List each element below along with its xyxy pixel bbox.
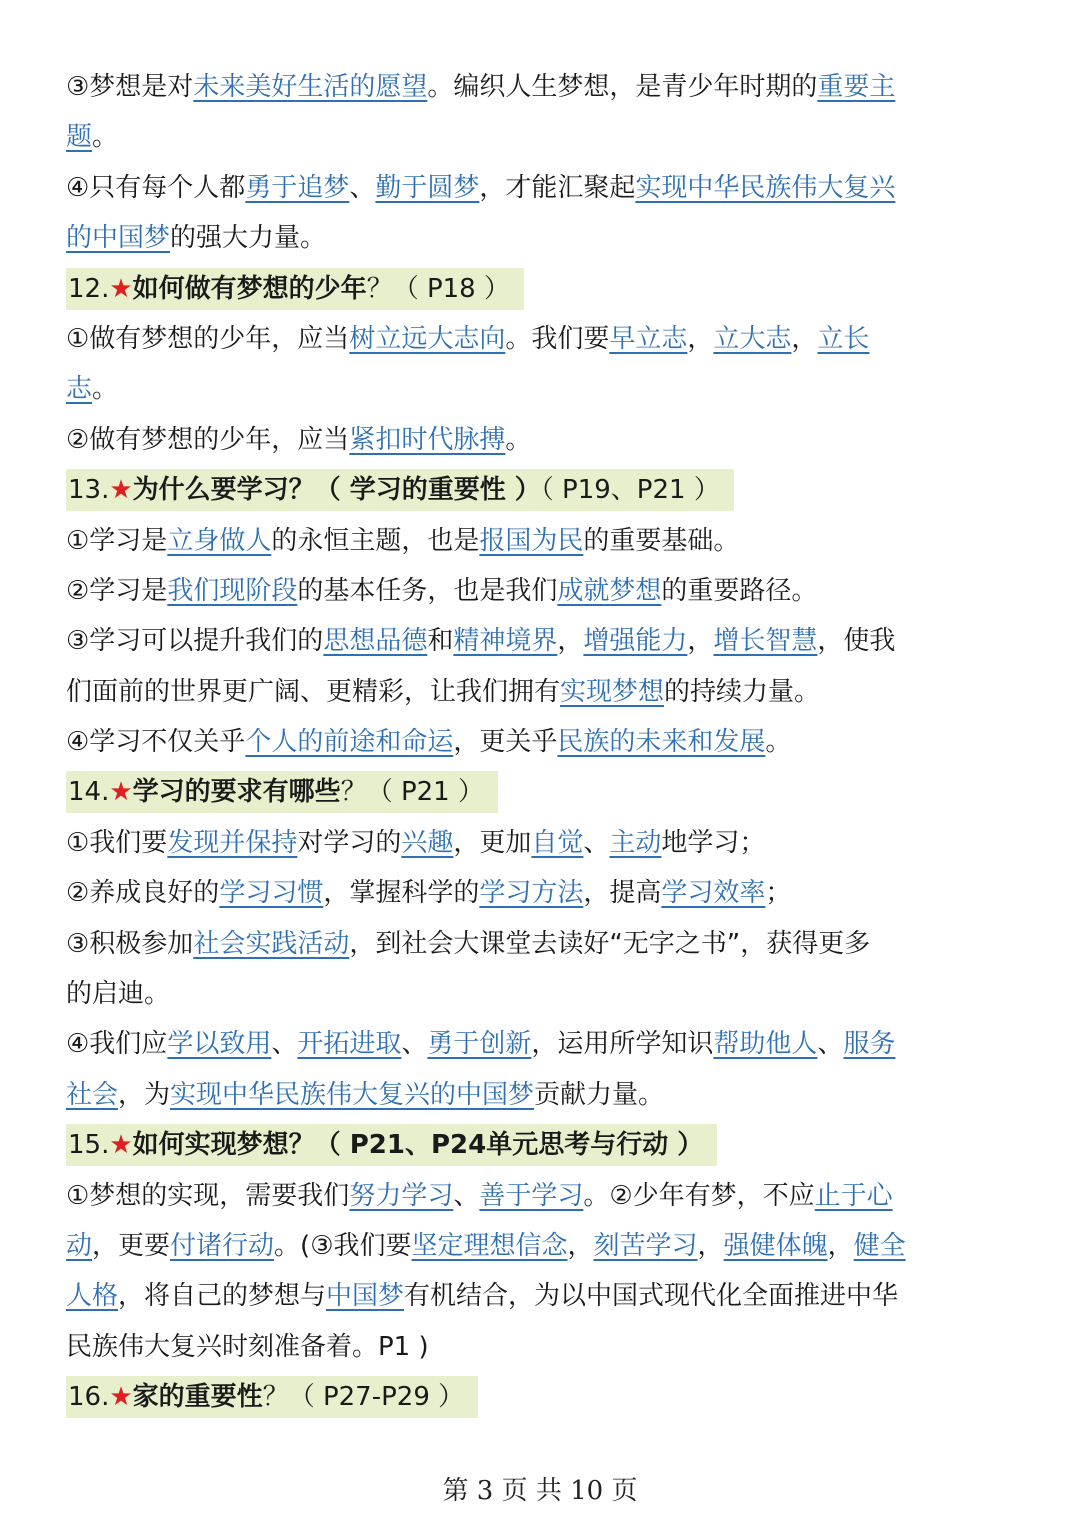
text-line (66, 1019, 1021, 1069)
text-segment: ①做有梦想的少年，应当 (66, 323, 350, 354)
keyword-highlight: 勇于追梦 (245, 172, 350, 203)
text-segment: 的重要路径。 (661, 575, 818, 606)
keyword-highlight: 主动 (609, 827, 662, 858)
keyword-highlight: 立长 (817, 323, 870, 354)
text-line (66, 314, 1021, 364)
text-segment: ①梦想的实现，需要我们 (66, 1180, 350, 1211)
text-segment: ②学习是 (66, 575, 168, 606)
keyword-highlight: 题 (66, 122, 93, 153)
keyword-highlight: 思想品德 (323, 626, 428, 657)
text-segment: 、 (401, 1029, 428, 1060)
text-line (66, 516, 1021, 566)
keyword-highlight: 实现中华民族伟大复兴的中国梦 (170, 1079, 535, 1110)
keyword-highlight: 社会 (66, 1079, 119, 1110)
text-segment: ③梦想是对 (66, 72, 194, 102)
question-heading (66, 268, 524, 310)
text-segment: 。 (765, 727, 792, 758)
text-segment: ，才能汇聚起 (479, 172, 636, 203)
keyword-highlight: 个人的前途和命运 (245, 727, 454, 758)
keyword-highlight: 未来美好生活的愿望 (193, 72, 428, 102)
text-segment: 们面前的世界更广阔、更精彩，让我们拥有 (66, 676, 561, 707)
keyword-highlight: 立身做人 (167, 525, 272, 556)
text-segment: ③积极参加 (66, 928, 194, 959)
question-title: 家的重要性 (132, 1382, 263, 1413)
keyword-highlight: 止于心 (814, 1180, 893, 1211)
question-heading (66, 771, 498, 813)
keyword-highlight: 勇于创新 (427, 1029, 532, 1060)
text-line (66, 213, 1021, 263)
keyword-highlight: 报国为民 (479, 525, 584, 556)
text-segment: 的持续力量。 (664, 676, 821, 707)
text-line (66, 1070, 1021, 1120)
question-title: 学习的要求有哪些 (132, 777, 341, 808)
text-segment: 贡献力量。 (534, 1079, 665, 1110)
text-segment: 。编织人生梦想，是青少年时期的 (427, 72, 818, 102)
keyword-highlight: 我们现阶段 (167, 575, 298, 606)
keyword-highlight: 动 (66, 1230, 93, 1261)
page-reference: ？（ P27-P29 ） (262, 1382, 465, 1413)
text-segment: ， (827, 1230, 854, 1261)
text-segment: 。 (92, 374, 119, 405)
keyword-highlight: 勤于圆梦 (375, 172, 480, 203)
question-heading (66, 469, 734, 511)
keyword-highlight: 自觉 (531, 827, 584, 858)
text-line (66, 667, 1021, 717)
keyword-highlight: 学以致用 (167, 1029, 272, 1060)
keyword-highlight: 服务 (843, 1029, 896, 1060)
text-segment: ，提高 (583, 878, 662, 909)
text-segment: 、 (271, 1029, 298, 1060)
keyword-highlight: 树立远大志向 (349, 323, 506, 354)
keyword-highlight: 实现中华民族伟大复兴 (635, 172, 896, 203)
question-heading-line (66, 465, 1021, 515)
keyword-highlight: 紧扣时代脉搏 (349, 424, 506, 455)
text-segment: ②养成良好的 (66, 878, 220, 909)
text-segment: ，将自己的梦想与 (118, 1281, 327, 1312)
question-number: 12. (68, 273, 110, 304)
question-heading-line (66, 767, 1021, 817)
keyword-highlight: 中国梦 (326, 1281, 405, 1312)
text-segment: 的强大力量。 (170, 223, 327, 254)
text-segment: 、 (817, 1029, 844, 1060)
text-segment: 的基本任务，也是我们 (297, 575, 558, 606)
text-segment: 对学习的 (297, 827, 402, 858)
question-heading-line (66, 1120, 1021, 1170)
keyword-highlight: 立大志 (713, 323, 792, 354)
keyword-highlight: 精神境界 (453, 626, 558, 657)
text-line (66, 717, 1021, 767)
question-number: 13. (68, 475, 110, 506)
keyword-highlight: 重要主 (817, 72, 896, 102)
star-icon: ★ (109, 273, 133, 304)
keyword-highlight: 学习方法 (479, 878, 584, 909)
text-segment: ； (765, 878, 792, 909)
keyword-highlight: 增强能力 (583, 626, 688, 657)
question-title: 如何实现梦想？（ P21、P24单元思考与行动 ） (132, 1130, 704, 1161)
page-reference: ？（ P21 ） (340, 777, 484, 808)
text-segment: 、 (453, 1180, 480, 1211)
text-line (66, 969, 1021, 1019)
star-icon: ★ (109, 1382, 133, 1413)
keyword-highlight: 民族的未来和发展 (557, 727, 766, 758)
page-reference: （ P19、P21 ） (540, 475, 720, 506)
keyword-highlight: 增长智慧 (713, 626, 818, 657)
keyword-highlight: 志 (66, 374, 93, 405)
text-line (66, 112, 1021, 162)
text-line (66, 1221, 1021, 1271)
text-segment: ， (557, 626, 584, 657)
keyword-highlight: 健全 (853, 1230, 906, 1261)
keyword-highlight: 实现梦想 (560, 676, 665, 707)
text-segment: ，运用所学知识 (531, 1029, 714, 1060)
text-line (66, 1322, 1021, 1372)
text-segment: ，更加 (453, 827, 532, 858)
text-segment: ，更要 (92, 1230, 171, 1261)
question-number: 14. (68, 777, 110, 808)
study-notes (66, 62, 1021, 1423)
text-segment: 。②少年有梦，不应 (583, 1180, 815, 1211)
text-segment: ②做有梦想的少年，应当 (66, 424, 350, 455)
text-line (66, 868, 1021, 918)
text-segment: ③学习可以提升我们的 (66, 626, 324, 657)
text-segment: 、 (583, 827, 610, 858)
text-segment: ， (791, 323, 818, 354)
text-segment: 、 (349, 172, 376, 203)
text-line (66, 364, 1021, 414)
question-number: 15. (68, 1130, 110, 1161)
page-footer: 第 3 页 共 10 页 (442, 1476, 638, 1506)
text-segment: ，掌握科学的 (323, 878, 480, 909)
keyword-highlight: 付诸行动 (170, 1230, 275, 1261)
keyword-highlight: 善于学习 (479, 1180, 584, 1211)
text-segment: 。 (92, 122, 119, 153)
keyword-highlight: 刻苦学习 (593, 1230, 698, 1261)
text-line (66, 566, 1021, 616)
text-segment: 地学习； (661, 827, 766, 858)
text-segment: 。(③我们要 (274, 1230, 412, 1261)
text-segment: ④我们应 (66, 1029, 168, 1060)
keyword-highlight: 帮助他人 (713, 1029, 818, 1060)
question-heading-line (66, 1372, 1021, 1422)
question-heading (66, 1124, 717, 1166)
keyword-highlight: 发现并保持 (167, 827, 298, 858)
text-segment: 的重要基础。 (583, 525, 740, 556)
text-segment: 有机结合，为以中国式现代化全面推进中华 (404, 1281, 899, 1312)
keyword-highlight: 兴趣 (401, 827, 454, 858)
text-segment: 。 (505, 424, 532, 455)
question-title: 为什么要学习？（ 学习的重要性 ） (132, 475, 541, 506)
text-line (66, 616, 1021, 666)
star-icon: ★ (109, 475, 133, 506)
text-line (66, 1271, 1021, 1321)
keyword-highlight: 成就梦想 (557, 575, 662, 606)
keyword-highlight: 早立志 (609, 323, 688, 354)
keyword-highlight: 强健体魄 (723, 1230, 828, 1261)
question-title: 如何做有梦想的少年 (132, 273, 367, 304)
text-segment: ④只有每个人都 (66, 172, 246, 203)
text-segment: ，为 (118, 1079, 171, 1110)
text-segment: ，到社会大课堂去读好“无字之书”，获得更多 (349, 928, 871, 959)
text-segment: ， (687, 626, 714, 657)
text-segment: 的永恒主题，也是 (271, 525, 480, 556)
text-segment: ， (697, 1230, 724, 1261)
text-line (66, 415, 1021, 465)
star-icon: ★ (109, 1130, 133, 1161)
question-number: 16. (68, 1382, 110, 1413)
keyword-highlight: 努力学习 (349, 1180, 454, 1211)
question-heading (66, 1376, 478, 1418)
keyword-highlight: 坚定理想信念 (411, 1230, 568, 1261)
text-segment: ， (567, 1230, 594, 1261)
text-segment: 民族伟大复兴时刻准备着。P1 ) (66, 1331, 429, 1362)
keyword-highlight: 人格 (66, 1281, 119, 1312)
page-reference: ？（ P18 ） (366, 273, 510, 304)
text-line (66, 1171, 1021, 1221)
text-segment: 和 (427, 626, 454, 657)
text-segment: ，更关乎 (453, 727, 558, 758)
text-segment: ④学习不仅关乎 (66, 727, 246, 758)
text-line (66, 62, 1021, 112)
text-segment: ①学习是 (66, 525, 168, 556)
question-heading-line (66, 264, 1021, 314)
text-segment: ①我们要 (66, 827, 168, 858)
keyword-highlight: 的中国梦 (66, 223, 171, 254)
text-line (66, 919, 1021, 969)
text-segment: ，使我 (817, 626, 896, 657)
star-icon: ★ (109, 777, 133, 808)
text-line (66, 818, 1021, 868)
keyword-highlight: 学习习惯 (219, 878, 324, 909)
text-segment: ， (687, 323, 714, 354)
keyword-highlight: 开拓进取 (297, 1029, 402, 1060)
text-line (66, 163, 1021, 213)
keyword-highlight: 社会实践活动 (193, 928, 350, 959)
text-segment: 。我们要 (505, 323, 610, 354)
text-segment: 的启迪。 (66, 979, 171, 1010)
keyword-highlight: 学习效率 (661, 878, 766, 909)
